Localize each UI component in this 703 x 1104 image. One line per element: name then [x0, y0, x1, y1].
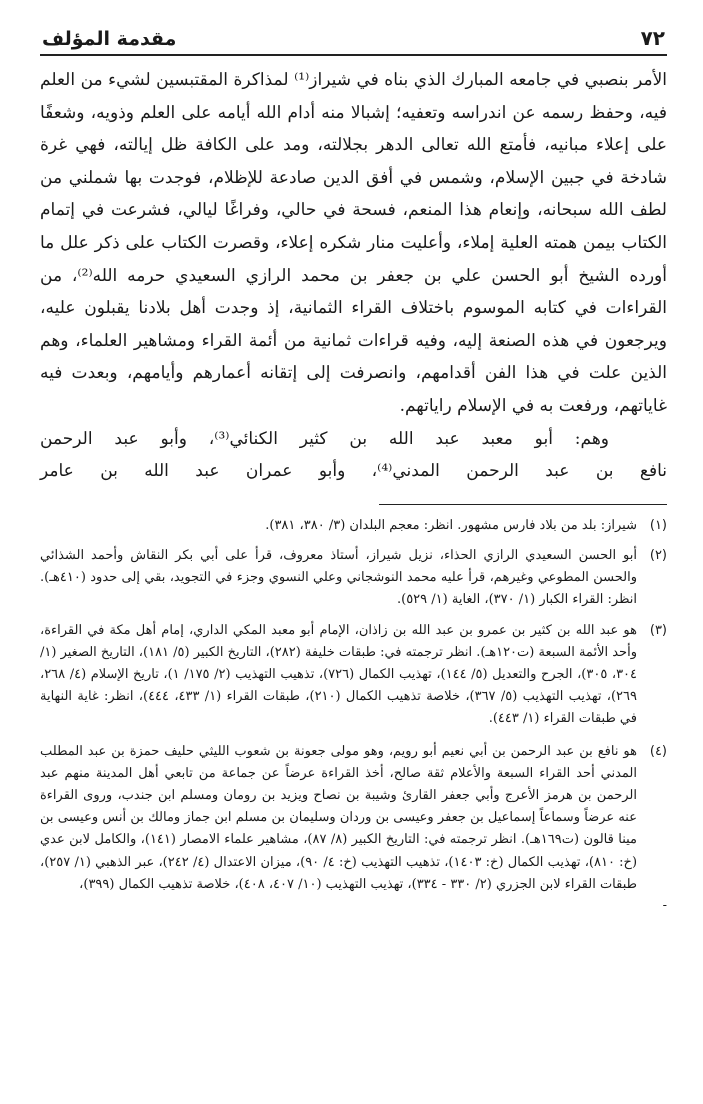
main-text [40, 64, 667, 488]
continuation-mark: - [662, 897, 667, 913]
footnote-number: (٤) [649, 743, 667, 759]
page-header [40, 26, 667, 56]
footnote-number: (٢) [649, 547, 667, 563]
page-number: ٧٢ [640, 26, 665, 50]
names-line-1: وهم: أبو معبد عبد الله بن كثير الكنائي⁽³⁾، وأبو عبد الرحمن [40, 428, 609, 449]
footnote-number: (٣) [649, 622, 667, 638]
footnote-1 [40, 515, 667, 537]
footnote-4 [40, 741, 667, 896]
running-title: مقدمة المؤلف [42, 28, 177, 50]
footnote-text: أبو الحسن السعيدي الرازي الحذاء، نزيل شيراز، أستاذ معروف، قرأ على أبي بكر النقاش وأحمد الشذائي والحسن المطوعي وغيرهم، قرأ عليه محمد النوشجاني وعلي النسوي وجزء في التجويد، بقي إلى حدود (٤١٠هـ). انظر: القراء الكبار (١/ ٣٧٠)، الغاية (١/ ٥٢٩). [40, 547, 637, 608]
footnote-number: (١) [649, 517, 667, 533]
footnote-text: هو نافع بن عبد الرحمن بن أبي نعيم أبو رويم، وهو مولى جعونة بن شعوب الليثي حليف حمزة بن عبد المطلب المدني أحد القراء السبعة والأعلام ثقة صالح، أخذ القراءة عرضاً عن جماعة من تابعي أهل المدينة منهم عبد الرحمن بن هرمز الأعرج وأبي جعفر القارئ وشيبة بن نصاح ويزيد بن رومان ومسلم ابن جندب، وروى القراءة عنه عرضاً وسماعاً إسماعيل بن جعفر وعيسى بن وردان وسليمان بن مسلم ابن جماز ومالك بن أنس وعيسى بن مينا قالون (ت١٦٩هـ). انظر ترجمته في: التاريخ الكبير (٨/ ٨٧)، مشاهير علماء الامصار (١٤١)، والكامل لابن عدي (خ: ٨١٠)، تهذيب الكمال (خ: ١٤٠٣)، تذهيب التهذيب (خ: ٤/ ٩٠)، ميزان الاعتدال (٤/ ٢٤٢)، عبر الذهبي (١/ ٢٥٧)، طبقات القراء لابن الجزري (٢/ ٣٣٠ - ٣٣٤)، تهذيب التهذيب (١٠/ ٤٠٧، ٤٠٨)، خلاصة تذهيب الكمال (٣٩٩)، [40, 743, 638, 892]
footnotes [40, 515, 667, 913]
footnote-text: هو عبد الله بن كثير بن عمرو بن عبد الله بن زاذان، الإمام أبو معبد المكي الداري، إمام أهل مكة في القراءة، وأحد الأئمة السبعة (ت١٢٠هـ). انظر ترجمته في: طبقات خليفة (٢٨٢)، التاريخ الكبير (٥/ ١٨١)، التاريخ الصغير (١/ ٣٠٤، ٣٠٥)، الجرح والتعديل (٥/ ١٤٤)، تهذيب الكمال (٧٢٦)، تذهيب التهذيب (٢/ ١٧٥/ ١)، تاريخ الإسلام (٤/ ٢٦٨، ٢٦٩)، تهذيب التهذيب (٥/ ٣٦٧)، خلاصة تذهيب الكمال (٢١٠)، طبقات القراء (١/ ٤٣٣، ٤٤٤)، انظر: غاية النهاية في طبقات القراء (١/ ٤٤٣). [40, 622, 638, 727]
footnote-text: شيراز: بلد من بلاد فارس مشهور. انظر: معجم البلدان (٣/ ٣٨٠، ٣٨١). [265, 517, 637, 533]
footnote-3 [40, 620, 667, 731]
footnote-separator [379, 504, 667, 505]
footnote-2 [40, 545, 667, 612]
main-paragraph: الأمر بنصبي في جامعه المبارك الذي بناه في شيراز⁽¹⁾ لمذاكرة المقتبسين لشيء من العلم فيه، وحفظ رسمه عن اندراسه وتعفيه؛ إشبالا منه أدام الله أيامه على العلم وذويه، وشعفًا على إعلاء مبانيه، فأمتع الله تعالى الدهر بجلالته، ومد على الكافة ظل إيالته، فهي غرة شادخة في جبين الإسلام، وشمس في أفق الدين صادعة للإظلام، فوجدت بها شملني من لطف الله سبحانه، وإنعام هذا المنعم، فسحة في حالي، وفراغًا ليالي، فشرعت في إتمام الكتاب بيمن همته العلية إملاء، وأعليت منار شكره إعلاء، وقصرت الكتاب على ذكر علل ما أورده الشيخ أبو الحسن علي بن جعفر بن محمد الرازي السعيدي حرمه الله⁽²⁾، من القراءات في كتابه الموسوم باختلاف القراء الثمانية، إذ وجدت أهل بلادنا يقبلون عليه، ويرجعون في هذه الصنعة إليه، وفيه قراءات ثمانية من أئمة القراء ومشاهير العلماء، وهم الذين علت في هذا الفن أقدامهم، وانصرفت إلى إتقانه أعمارهم وأيامهم، وبعدت فيه غاياتهم، ورفعت به في الإسلام راياتهم. [40, 70, 667, 416]
names-line-2: نافع بن عبد الرحمن المدني⁽⁴⁾، وأبو عمران عبد الله بن عامر [40, 461, 667, 482]
